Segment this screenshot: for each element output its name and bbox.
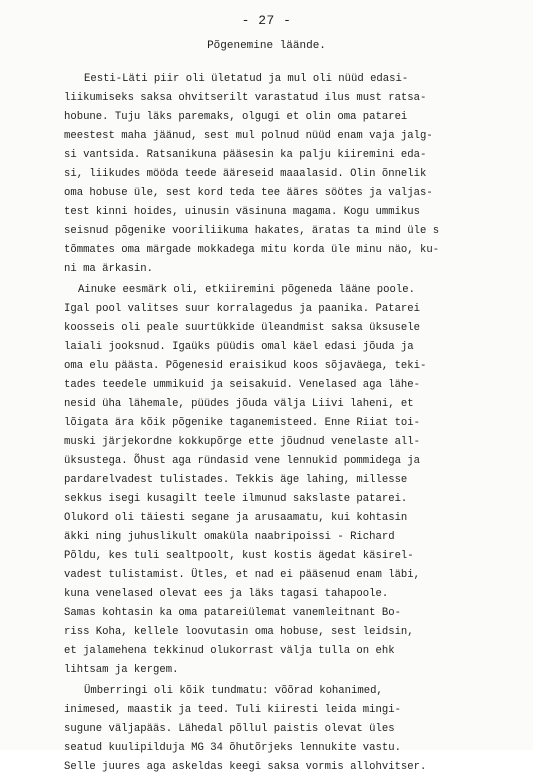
text-line: Olukord oli täiesti segane ja arusaamatu, kui kohtasin: [64, 512, 408, 524]
text-line: et jalamehena tekkinud olukorrast välja tulla on ehk: [64, 645, 395, 657]
text-line: laiali jooksnud. Igaüks püüdis omal käel edasi jõuda ja: [64, 341, 414, 353]
page-number: - 27 -: [241, 13, 292, 28]
text-line: seisnud põgenike vooriliikuma hakates, äratas ta mind üle s: [64, 225, 440, 237]
text-line: liikumiseks saksa ohvitserilt varastatud ilus must ratsa-: [64, 92, 427, 104]
text-line: lihtsam ja kergem.: [64, 664, 179, 676]
text-line: oma elu päästa. Põgenesid eraisikud koos sõjaväega, teki-: [64, 360, 427, 372]
text-line: koosseis oli peale suurtükkide üleandmist saksa üksusele: [64, 322, 421, 334]
body-text: [0, 70, 533, 777]
text-line: oma hobuse üle, sest kord teda tee ääres söötes ja valjas-: [64, 187, 433, 199]
text-line: üksustega. Õhust aga ründasid vene lennukid pommidega ja: [64, 455, 421, 467]
text-line: inimesed, maastik ja teed. Tuli kiiresti leida mingi-: [64, 704, 401, 716]
text-line: Ümberringi oli kõik tundmatu: võõrad kohanimed,: [84, 685, 383, 697]
text-line: muski järjekordne kokkupõrge ette jõudnud venelaste all-: [64, 436, 421, 448]
text-line: tõmmates oma märgade mokkadega mitu korda üle minu näo, ku-: [64, 244, 440, 256]
text-line: Eesti-Läti piir oli ületatud ja mul oli nüüd edasi-: [84, 73, 409, 85]
text-line: Põldu, kes tuli sealtpoolt, kust kostis ägedat käsirel-: [64, 550, 414, 562]
text-line: test kinni hoides, uinusin väsinuna magama. Kogu ummikus: [64, 206, 421, 218]
text-line: vadest tulistamist. Ütles, et nad ei pääsenud enam läbi,: [64, 569, 421, 581]
text-line: hobune. Tuju läks paremaks, olgugi et olin oma patarei: [64, 111, 408, 123]
text-line: tades teedele ummikuid ja seisakuid. Venelased aga lähe-: [64, 379, 421, 391]
text-line: Ainuke eesmärk oli, etkiiremini põgeneda lääne poole.: [78, 284, 415, 296]
text-line: si vantsida. Ratsanikuna pääsesin ka palju kiiremini eda-: [64, 149, 427, 161]
text-line: Igal pool valitses suur korralagedus ja paanika. Patarei: [64, 303, 421, 315]
text-line: kuna venelased olevat ees ja läks tagasi tahapoole.: [64, 588, 389, 600]
text-line: sugune väljapääs. Lähedal põllul paistis olevat üles: [64, 723, 395, 735]
text-line: äkki ning juhuslikult omaküla naabripoissi - Richard: [64, 531, 395, 543]
text-line: pardarelvadest tulistades. Tekkis äge lahing, millesse: [64, 474, 408, 486]
text-line: Samas kohtasin ka oma patareiülemat vanemleitnant Bo-: [64, 607, 401, 619]
text-line: riss Koha, kellele loovutasin oma hobuse, sest leidsin,: [64, 626, 414, 638]
text-line: meestest maha jäänud, sest mul polnud nüüd enam vaja jalg-: [64, 130, 433, 142]
text-line: lõigata ära kõik põgenike taganemisteed. Enne Riiat toi-: [64, 417, 421, 429]
chapter-title: Põgenemine läände.: [207, 40, 326, 52]
text-line: Selle juures aga askeldas keegi saksa vormis allohvitser.: [64, 761, 427, 773]
text-line: si, liikudes mööda teede ääreseid maaalasid. Olin õnnelik: [64, 168, 427, 180]
text-line: sekkus isegi kusagilt teele ilmunud sakslaste patarei.: [64, 493, 408, 505]
text-line: ni ma ärkasin.: [64, 263, 154, 275]
text-line: seatud kuulipilduja MG 34 õhutõrjeks lennukite vastu.: [64, 742, 401, 754]
text-line: nesid üha lähemale, püüdes jõuda välja Liivi laheni, et: [64, 398, 414, 410]
